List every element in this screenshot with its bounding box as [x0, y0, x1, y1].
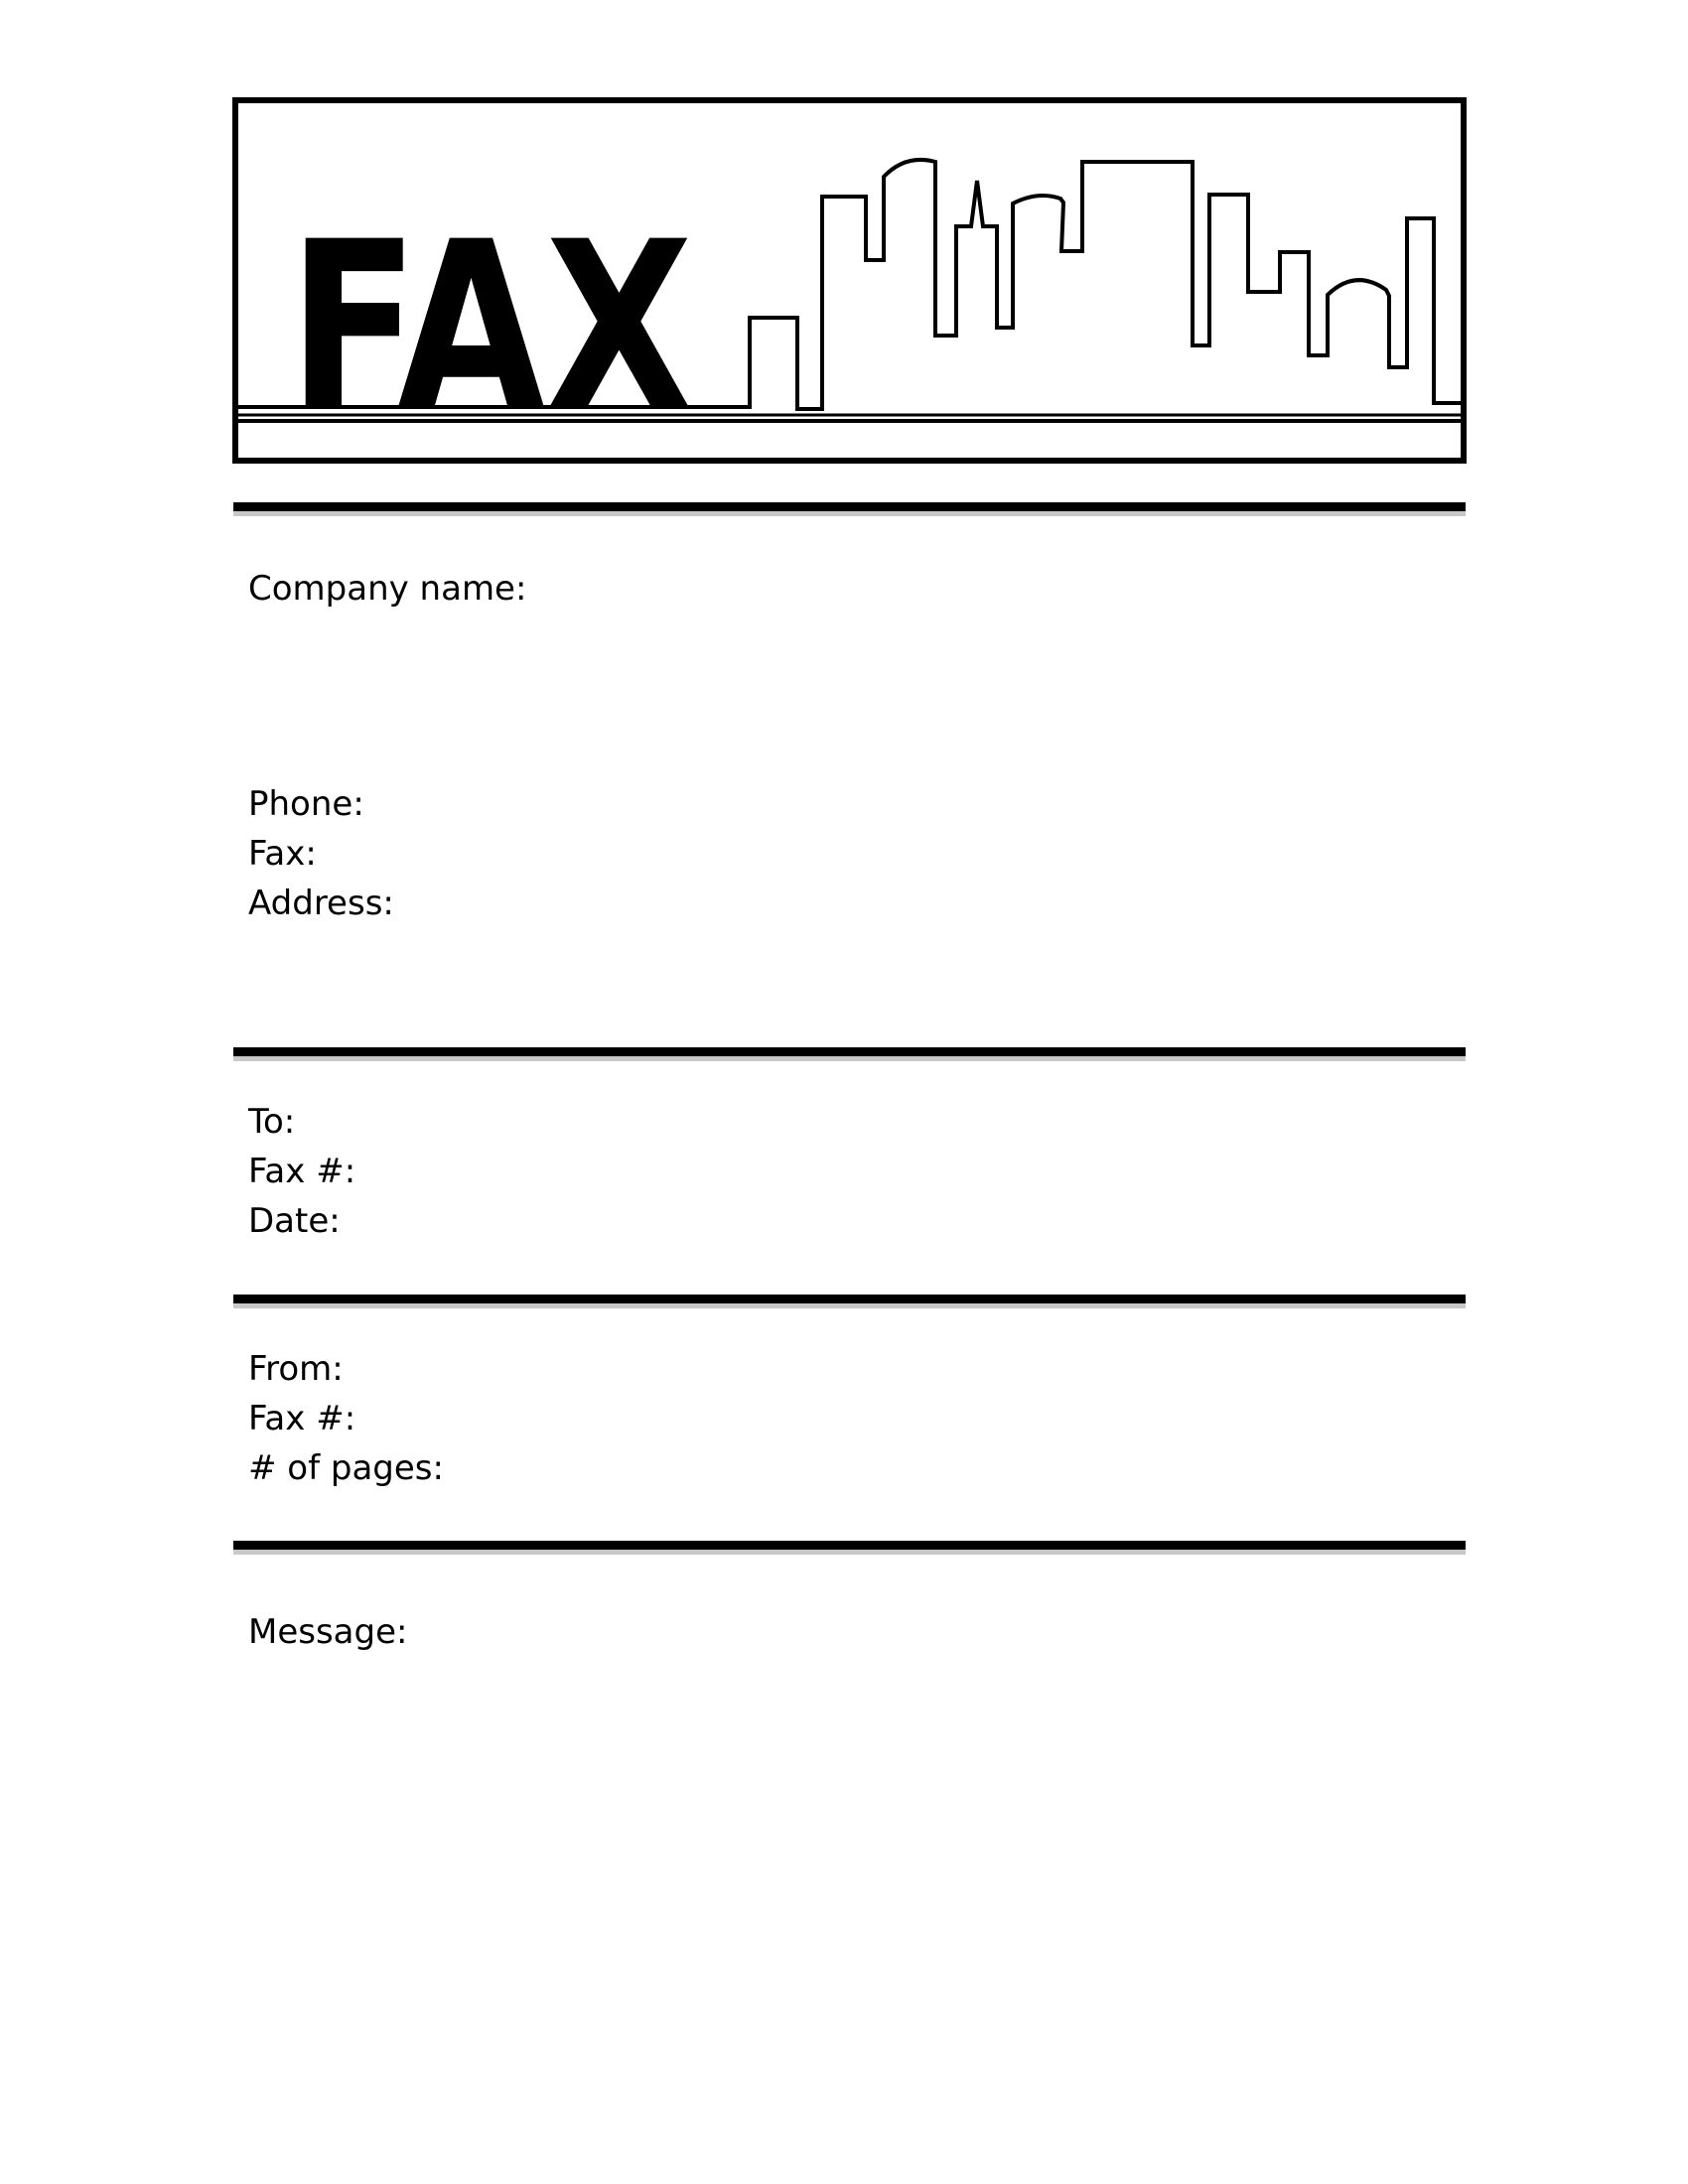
- address-label: Address:: [248, 884, 394, 923]
- from-label: From:: [248, 1349, 344, 1389]
- section-divider-1: [233, 502, 1466, 511]
- fax-logo-text: FAX: [288, 193, 693, 464]
- company-fax-label: Fax:: [248, 834, 317, 874]
- section-divider-4: [233, 1541, 1466, 1550]
- section-divider-2: [233, 1047, 1466, 1056]
- message-label: Message:: [248, 1612, 408, 1652]
- company-name-label: Company name:: [248, 569, 527, 609]
- section-divider-3: [233, 1295, 1466, 1303]
- to-label: To:: [248, 1102, 296, 1142]
- pages-label: # of pages:: [248, 1448, 444, 1488]
- date-label: Date:: [248, 1201, 341, 1241]
- fax-header-banner: [231, 96, 1468, 467]
- from-fax-number-label: Fax #:: [248, 1399, 356, 1438]
- to-fax-number-label: Fax #:: [248, 1152, 356, 1191]
- phone-label: Phone:: [248, 784, 364, 824]
